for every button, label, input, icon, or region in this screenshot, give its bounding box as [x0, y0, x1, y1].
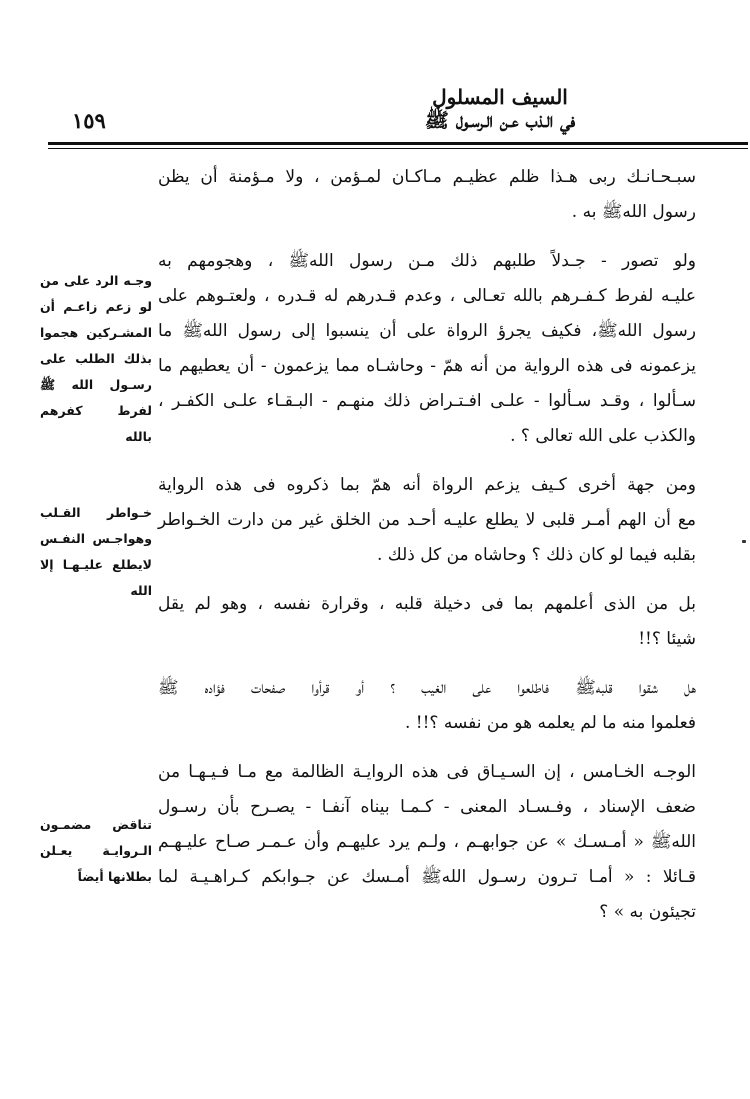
text-line: تجيئون به » ؟: [599, 902, 696, 922]
running-head-subtitle: في الـذب عـن الـرسـول ﷺ: [424, 108, 576, 132]
text-line: رسول اللهﷺ، فكيف يجرؤ الرواة على أن ينسبوا إلى رسول اللهﷺ ما: [158, 321, 696, 341]
text-line: مع أن الهم أمـر قلبى لا يطلع عليـه أحـد من الخلق غير من دارت الخـواطر: [158, 510, 696, 530]
text-line: ولو تصور - جـدلاً طلبهم ذلك مـن رسول اللهﷺ ، وهجومهم به: [158, 251, 696, 271]
paragraph: [158, 755, 696, 930]
body-text: [158, 160, 696, 944]
text-line: يزعمونه فى هذه الرواية من أنه همّ - وحاشـاه مما يزعمون - أن يعطيهم ما: [158, 356, 696, 376]
margin-note-3: تناقض مضمـون الـروايـة يعـلن بطلانها أيضاً: [40, 817, 152, 884]
running-head-title: السيف المسلول: [432, 85, 568, 109]
text-line: فعلموا منه ما لم يعلمه هو من نفسه ؟!! .: [404, 713, 696, 733]
scan-speck: [742, 540, 746, 543]
header-rule-thin: [48, 148, 748, 149]
text-line: اللهﷺ « أمـسـك » عن جوابهـم ، ولـم يرد عليهـم وأن عـمـر صـاح عليـهـم: [158, 832, 696, 852]
text-line: والكذب على الله تعالى ؟ .: [510, 426, 696, 446]
running-head: [340, 86, 660, 132]
text-line: شيئا ؟!!: [638, 629, 696, 649]
text-line: سـألوا ، وقـد سـألوا - علـى افـتـراض ذلك منهـم - البـقـاء علـى الكفـر ،: [158, 391, 696, 411]
margin-note-2: خـواطر القـلب وهواجـس النفـس لايطلع عليـهـا إلا الله: [40, 505, 152, 598]
text-line: هل شقوا قلبهﷺ فاطلعوا على الغيب ؟ أو قرأوا صفحات فؤاده ﷺ: [158, 678, 696, 698]
header-rule-thick: [48, 142, 748, 145]
paragraph: [158, 244, 696, 454]
text-line: الوجـه الخـامس ، إن السـيـاق فى هذه الروايـة الظالمة مع مـا فـيـهـا من: [158, 762, 696, 782]
text-line: عليـه لفرط كـفـرهم بالله تعـالى ، وعدم قـدرهم له قـدره ، ولعتـوهم على: [158, 286, 696, 306]
text-line: قـائلا : « أمـا تـرون رسـول اللهﷺ أمـسك عن جـوابكم كـراهـيـة لما: [158, 867, 696, 887]
margin-note-1: وجـه الرد على من لو زعم زاعـم أن المشـركين هجموا بذلك الطلب على رسـول الله ﷺ لفرط كفرهم بالله: [40, 273, 152, 444]
paragraph: [158, 587, 696, 657]
text-line: ضعف الإسناد ، وفـسـاد المعنى - كـمـا بيناه آنفـا - يصـرح بأن رسـول: [158, 797, 696, 817]
text-line: سبـحـانـك ربى هـذا ظلم عظيـم مـاكـان لمـؤمن ، ولا مـؤمنة أن يظن: [158, 167, 696, 187]
text-line: رسول اللهﷺ به .: [571, 202, 696, 222]
text-line: بل من الذى أعلمهم بما فى دخيلة قلبه ، وقرارة نفسه ، وهو لم يقل: [158, 594, 696, 614]
paragraph: [158, 160, 696, 230]
paragraph: [158, 468, 696, 573]
text-line: ومن جهة أخرى كـيف يزعم الرواة أنه همّ بما ذكروه فى هذه الرواية: [158, 475, 696, 495]
paragraph: [158, 671, 696, 741]
text-line: بقلبه فيما لو كان ذلك ؟ وحاشاه من كل ذلك .: [376, 545, 696, 565]
page-number: ١٥٩: [72, 108, 106, 133]
